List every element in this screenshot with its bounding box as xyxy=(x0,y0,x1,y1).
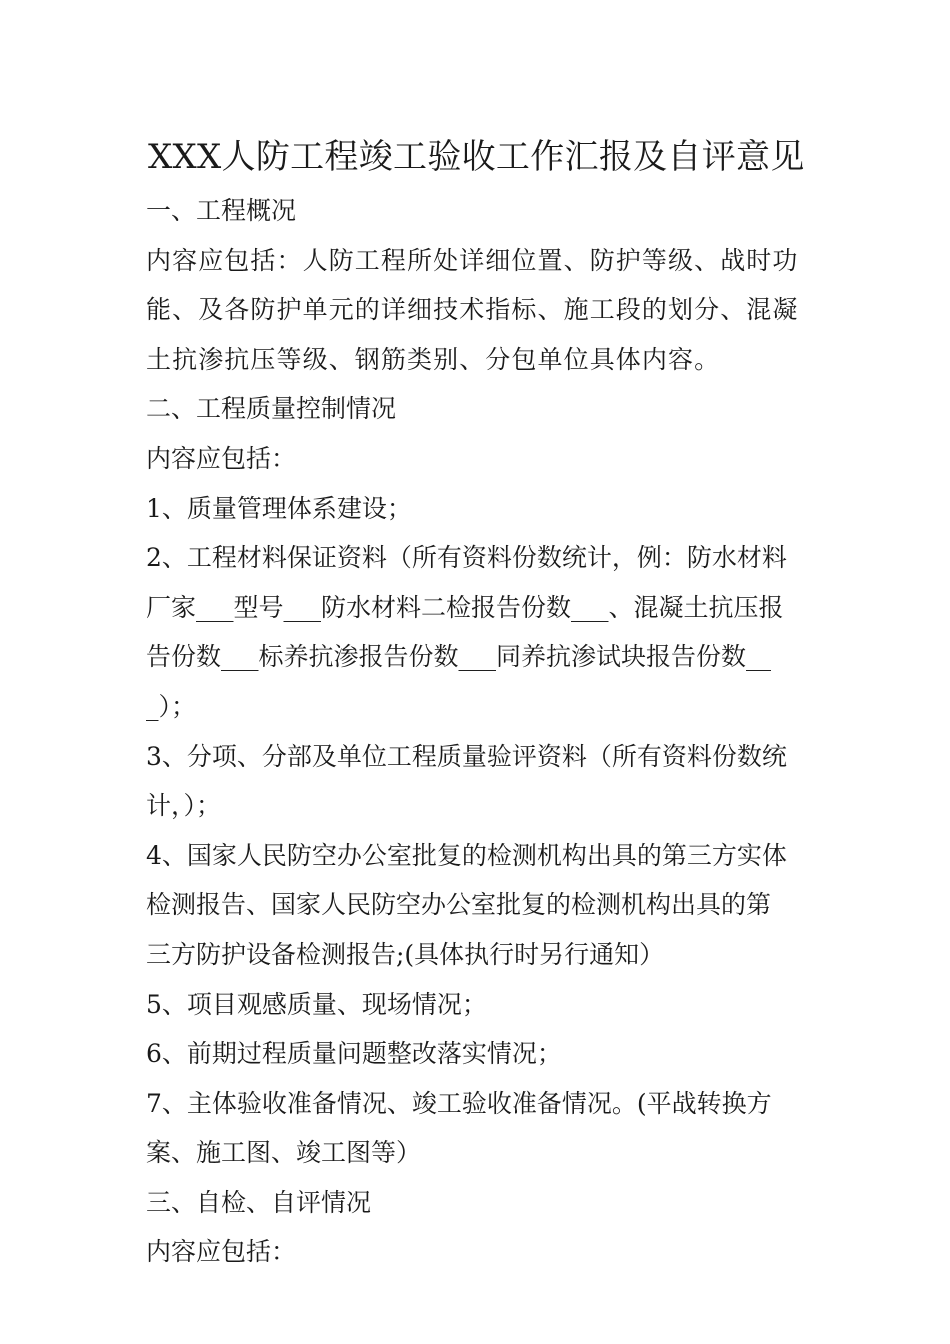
list-item-continuation: 检测报告、国家人民防空办公室批复的检测机构出具的第 xyxy=(146,890,772,920)
list-item: 3、分项、分部及单位工程质量验评资料（所有资料份数统 xyxy=(146,741,787,771)
paragraph-line: 土抗渗抗压等级、钢筋类别、分包单位具体内容。 xyxy=(146,344,721,374)
list-item: 6、前期过程质量问题整改落实情况； xyxy=(146,1039,562,1069)
paragraph-line: 能、及各防护单元的详细技术指标、施工段的划分、混凝 xyxy=(146,295,799,325)
document-body xyxy=(146,186,806,1277)
list-item: 5、项目观感质量、现场情况； xyxy=(146,989,487,1019)
section-heading-quality-control: 二、工程质量控制情况 xyxy=(146,394,397,424)
list-item-continuation: 案、施工图、竣工图等） xyxy=(146,1138,422,1168)
list-item-continuation: 告份数___标养抗渗报告份数___同养抗渗试块报告份数__ xyxy=(146,642,772,672)
paragraph-line: 内容应包括： xyxy=(146,1237,297,1267)
section-heading-overview: 一、工程概况 xyxy=(146,196,297,225)
paragraph-line: 内容应包括： xyxy=(146,443,297,473)
section-heading-self-check: 三、自检、自评情况 xyxy=(146,1187,372,1217)
list-item-continuation: 厂家___型号___防水材料二检报告份数___、混凝土抗压报 xyxy=(146,592,784,622)
list-item: 1、质量管理体系建设； xyxy=(146,493,412,523)
list-item-continuation: 计，）； xyxy=(146,791,222,821)
list-item: 2、工程材料保证资料（所有资料份数统计，例：防水材料 xyxy=(146,543,787,573)
list-item-continuation: _）； xyxy=(146,691,197,721)
list-item: 7、主体验收准备情况、竣工验收准备情况。(平战转换方 xyxy=(146,1088,772,1118)
document-title: XXX人防工程竣工验收工作汇报及自评意见 xyxy=(148,137,805,177)
paragraph-line: 内容应包括：人防工程所处详细位置、防护等级、战时功 xyxy=(146,245,799,275)
list-item-continuation: 三方防护设备检测报告;(具体执行时另行通知） xyxy=(146,939,665,969)
list-item: 4、国家人民防空办公室批复的检测机构出具的第三方实体 xyxy=(146,840,787,870)
